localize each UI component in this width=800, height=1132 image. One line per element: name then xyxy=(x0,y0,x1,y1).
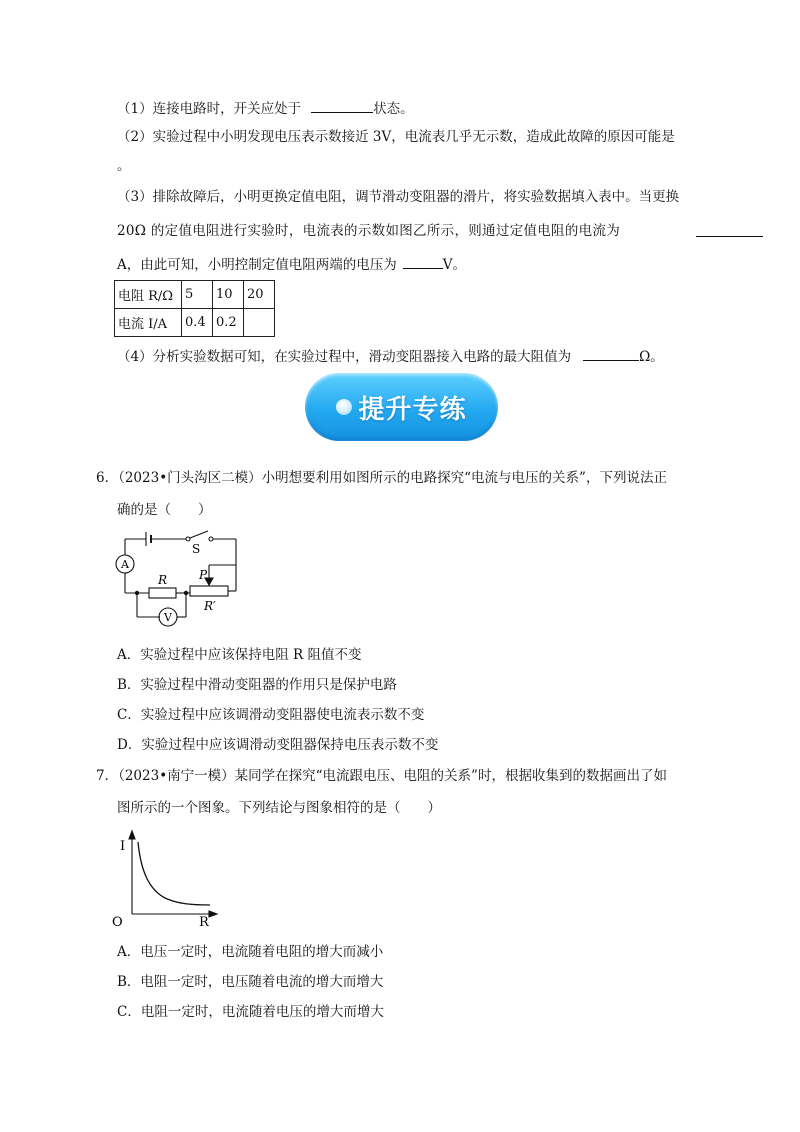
q2-cont xyxy=(117,157,131,175)
q7-option-b xyxy=(117,973,383,991)
q7-line1 xyxy=(96,767,667,785)
q1-blank xyxy=(311,98,373,113)
q3-line1 xyxy=(117,188,679,206)
q6-option-b-text: B．实验过程中滑动变阻器的作用只是保护电路 xyxy=(117,677,397,693)
x-axis-label: R xyxy=(199,915,209,928)
q3-text-3: A，由此可知，小明控制定值电阻两端的电压为 xyxy=(117,257,397,273)
q3-text-2: 20Ω 的定值电阻进行实验时，电流表的示数如图乙所示，则通过定值电阻的电流为 xyxy=(117,223,621,239)
switch-contact-left xyxy=(186,537,190,541)
switch-label: S xyxy=(192,542,201,556)
junction-dot xyxy=(135,591,139,595)
q7-line2 xyxy=(117,799,441,817)
q2-period: 。 xyxy=(117,158,131,174)
q4-blank xyxy=(583,346,639,361)
q6-option-c xyxy=(117,706,424,724)
q4-text: （4）分析实验数据可知，在实验过程中，滑动变阻器接入电路的最大阻值为 xyxy=(117,349,572,365)
q4-line xyxy=(117,346,664,366)
table-cell: 10 xyxy=(213,281,244,309)
q1-suffix: 状态。 xyxy=(373,101,414,117)
q7-option-c-text: C．电阻一定时，电流随着电压的增大而增大 xyxy=(117,1004,384,1020)
q2-text: （2）实验过程中小明发现电压表示数接近 3V，电流表几乎无示数，造成此故障的原因可能是 xyxy=(117,129,675,145)
switch-contact-right xyxy=(209,537,213,541)
q6-stem-1: 6．（2023•门头沟区二模）小明想要利用如图所示的电路探究“电流与电压的关系”，下列说法正 xyxy=(96,470,667,486)
switch-lever xyxy=(190,531,208,538)
q3-blank-current xyxy=(696,222,763,237)
table-cell xyxy=(244,309,275,337)
q2-line xyxy=(117,128,675,146)
q3-text-1: （3）排除故障后，小明更换定值电阻，调节滑动变阻器的滑片，将实验数据填入表中。当更换 xyxy=(117,189,680,205)
q6-option-a xyxy=(117,646,362,664)
inverse-curve xyxy=(138,842,210,905)
q6-line1 xyxy=(96,469,667,487)
slider-label: P xyxy=(199,568,208,582)
table-cell: 5 xyxy=(182,281,213,309)
table-cell: 20 xyxy=(244,281,275,309)
rheostat-label: R′ xyxy=(204,599,216,613)
data-table xyxy=(114,280,275,337)
resistor-R xyxy=(149,588,176,598)
q3-line3 xyxy=(117,254,466,274)
i-r-graph xyxy=(110,828,225,928)
q3-line2 xyxy=(117,222,620,240)
q6-option-a-text: A．实验过程中应该保持电阻 R 阻值不变 xyxy=(117,647,362,663)
section-banner xyxy=(305,373,498,441)
circuit-diagram xyxy=(108,525,248,635)
q6-option-b xyxy=(117,676,397,694)
q3-text-3-suffix: V。 xyxy=(442,257,466,273)
origin-label: O xyxy=(112,915,123,928)
y-axis-label: I xyxy=(120,839,126,854)
q6-option-d xyxy=(117,736,438,754)
q3-blank-voltage xyxy=(403,254,443,269)
table-cell: 0.2 xyxy=(213,309,244,337)
q7-stem-1: 7．（2023•南宁一模）某同学在探究“电流跟电压、电阻的关系”时，根据收集到的数据画出了如 xyxy=(96,768,667,784)
q6-line2 xyxy=(117,501,212,519)
q7-stem-2: 图所示的一个图象。下列结论与图象相符的是（ ） xyxy=(117,800,441,816)
rheostat xyxy=(190,586,228,596)
table-cell: 电阻 R/Ω xyxy=(115,281,182,309)
table-row xyxy=(115,309,275,337)
q7-option-a xyxy=(117,943,383,961)
q6-option-d-text: D．实验过程中应该调滑动变阻器保持电压表示数不变 xyxy=(117,737,439,753)
q6-stem-2: 确的是（ ） xyxy=(117,502,212,518)
banner-title: 提升专练 xyxy=(358,394,467,425)
q4-suffix: Ω。 xyxy=(639,349,664,365)
resistor-label: R xyxy=(158,573,168,587)
q7-option-a-text: A．电压一定时，电流随着电阻的增大而减小 xyxy=(117,944,384,960)
table-row xyxy=(115,281,275,309)
q1-line xyxy=(117,98,414,118)
junction-dot xyxy=(184,591,188,595)
q7-option-b-text: B．电阻一定时，电压随着电流的增大而增大 xyxy=(117,974,384,990)
q6-option-c-text: C．实验过程中应该调滑动变阻器使电流表示数不变 xyxy=(117,707,425,723)
ammeter-label: A xyxy=(121,558,129,571)
table-cell: 0.4 xyxy=(182,309,213,337)
q1-text: （1）连接电路时，开关应处于 xyxy=(117,101,302,117)
banner-bubble-icon xyxy=(336,399,352,415)
voltmeter-label: V xyxy=(164,611,172,624)
q7-option-c xyxy=(117,1003,384,1021)
table-cell: 电流 I/A xyxy=(115,309,182,337)
